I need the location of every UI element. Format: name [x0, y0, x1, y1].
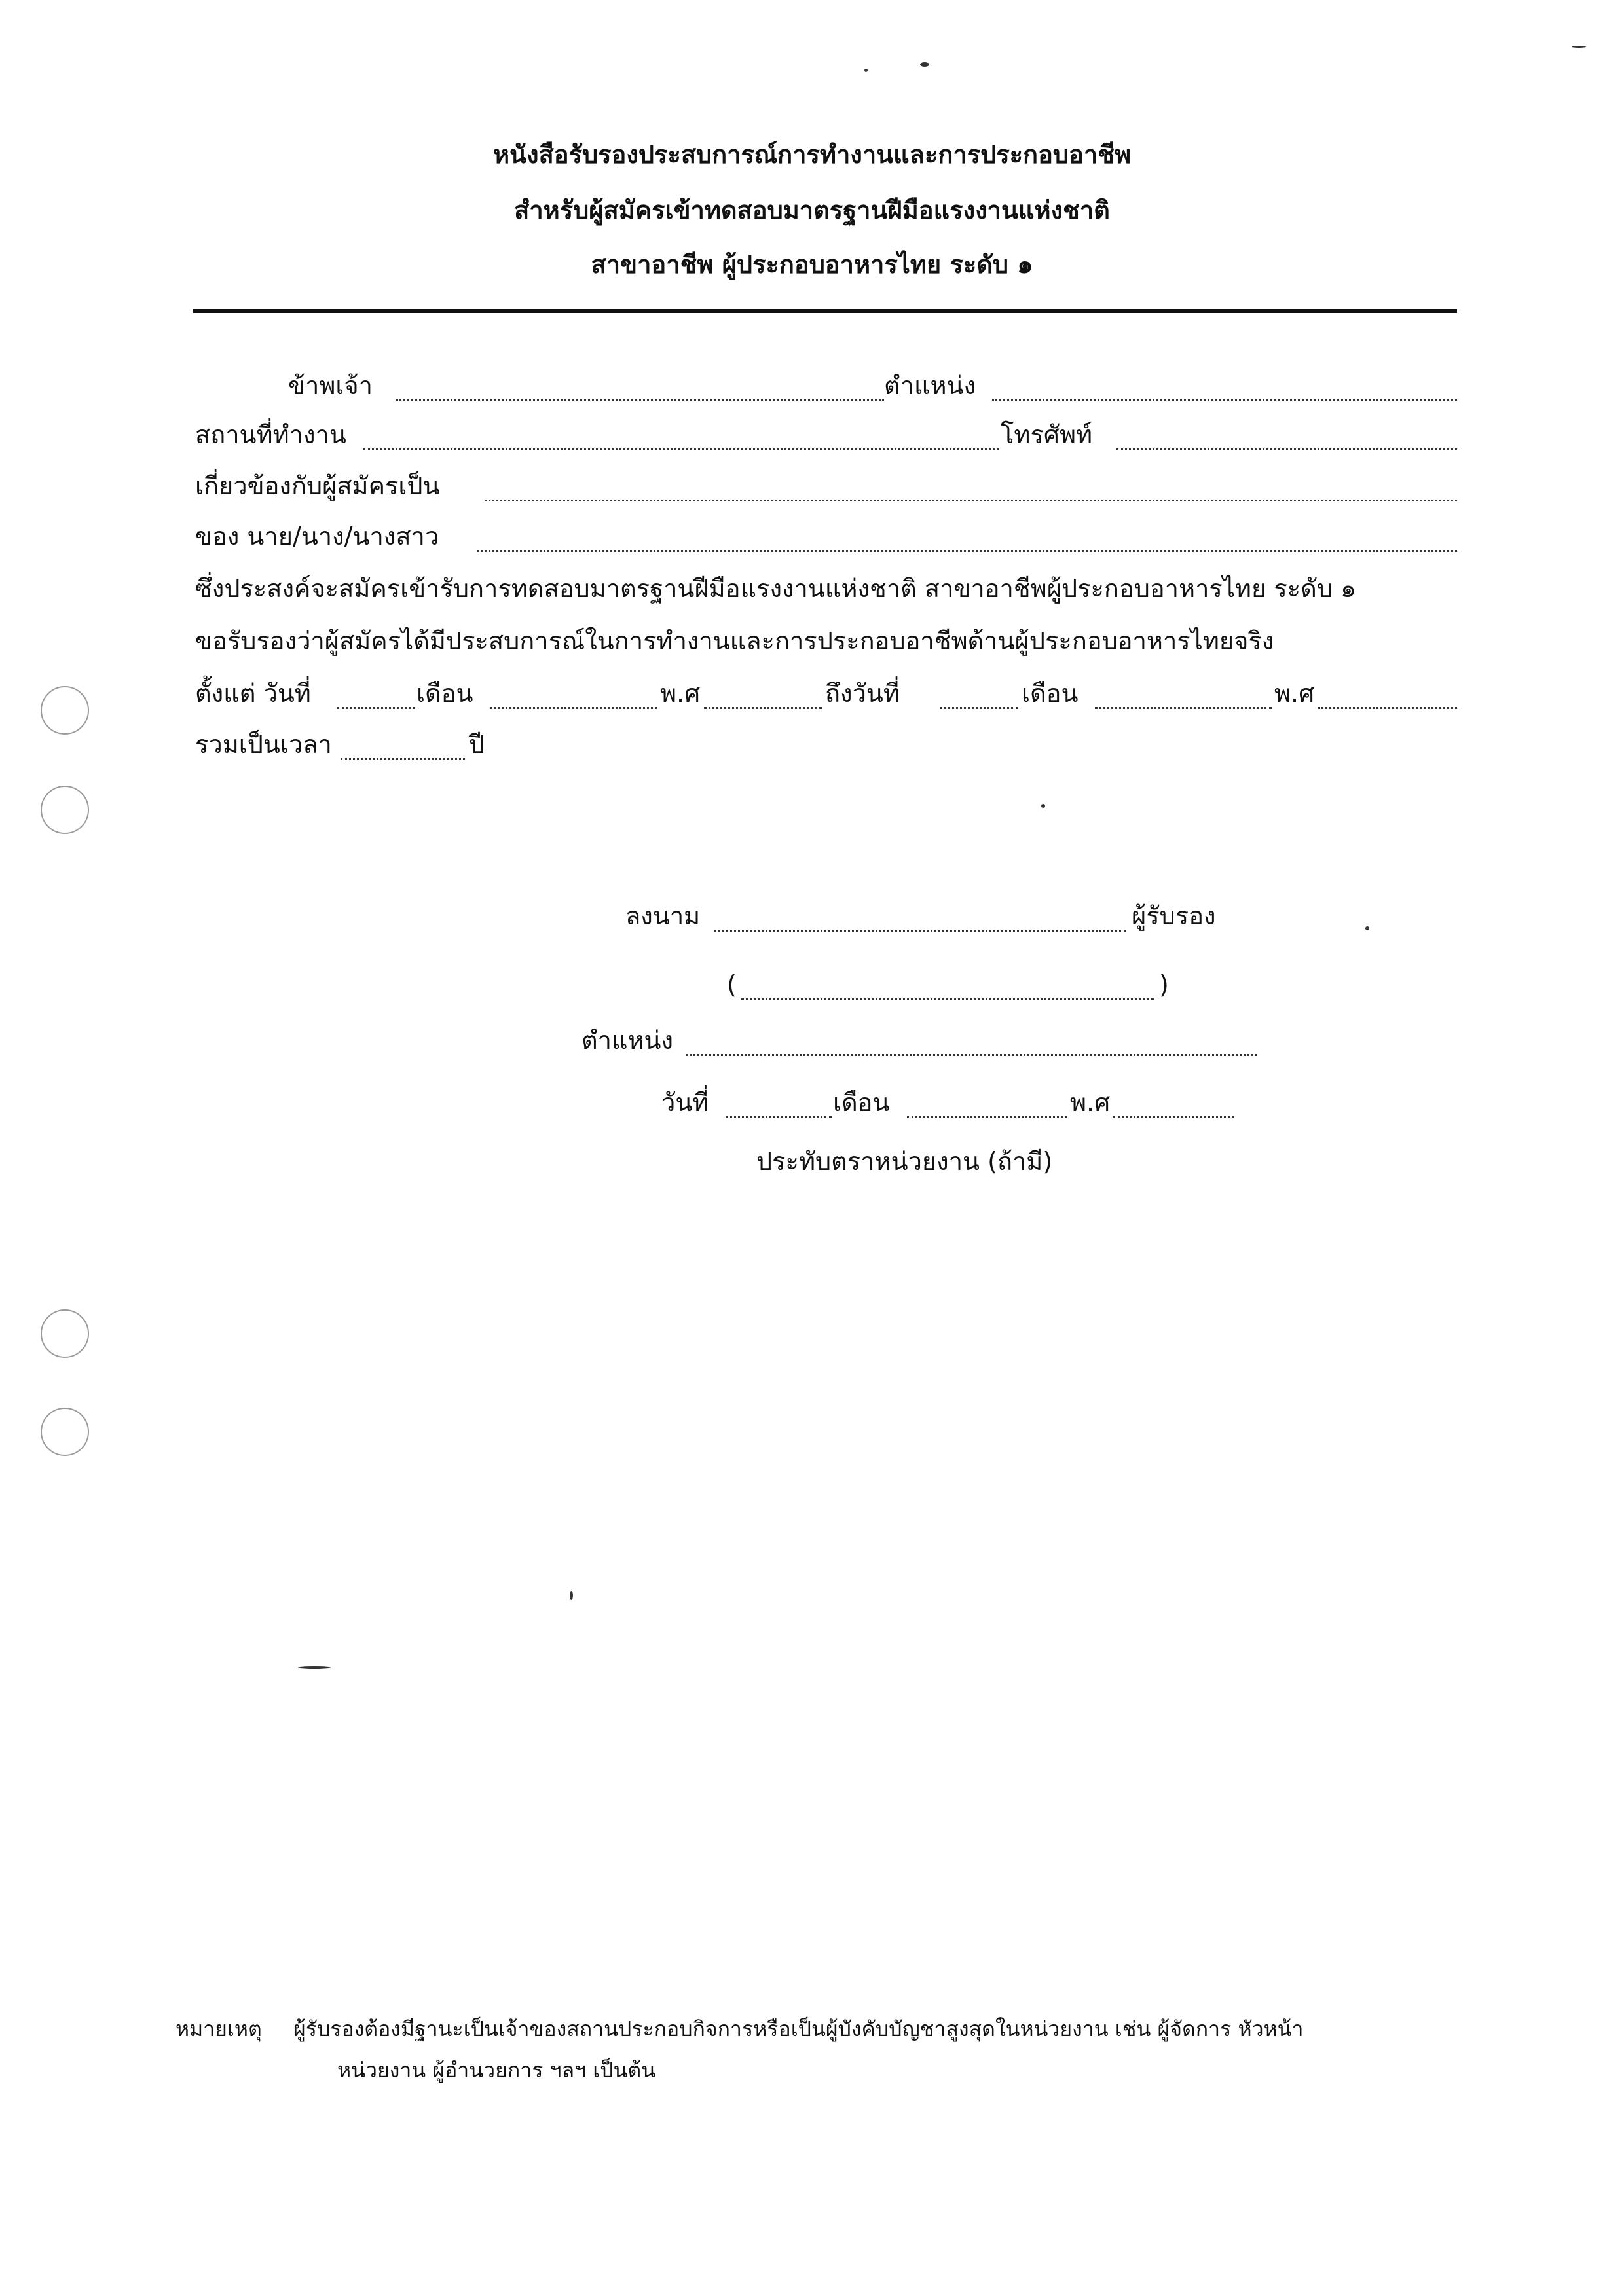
scan-speck — [1572, 46, 1586, 48]
position-field[interactable] — [992, 399, 1457, 401]
workplace-label: สถานที่ทำงาน — [195, 420, 346, 449]
purpose-text: ซึ่งประสงค์จะสมัครเข้ารับการทดสอบมาตรฐานฝีมือแรงงานแห่งชาติ สาขาอาชีพผู้ประกอบอาหารไทย ระดับ ๑ — [195, 574, 1357, 603]
punch-hole — [41, 786, 89, 834]
workplace-field[interactable] — [363, 448, 999, 450]
sign-year-field[interactable] — [1113, 1116, 1234, 1118]
sign-year-label: พ.ศ — [1070, 1088, 1111, 1117]
to-year-label: พ.ศ — [1274, 679, 1315, 708]
title-divider — [193, 309, 1457, 313]
applicant-name-field[interactable] — [477, 550, 1457, 552]
to-day-field[interactable] — [940, 707, 1018, 709]
position-label: ตำแหน่ง — [884, 371, 976, 400]
signer-position-field[interactable] — [686, 1054, 1257, 1056]
phone-field[interactable] — [1116, 448, 1457, 450]
stamp-note: ประทับตราหน่วยงาน (ถ้ามี) — [756, 1147, 1053, 1176]
to-month-field[interactable] — [1095, 707, 1272, 709]
note-line1: ผู้รับรองต้องมีฐานะเป็นเจ้าของสถานประกอบกิจการหรือเป็นผู้บังคับบัญชาสูงสุดในหน่วยงาน เช่น ผู้จัดการ หัวหน้า — [293, 2016, 1304, 2041]
punch-hole — [41, 1309, 89, 1358]
printed-name-field[interactable] — [741, 998, 1154, 1000]
punch-hole — [41, 1408, 89, 1456]
from-year-label: พ.ศ — [660, 679, 701, 708]
applicant-name-label: ของ นาย/นาง/นางสาว — [195, 522, 439, 551]
total-years-field[interactable] — [341, 758, 465, 760]
scan-speck — [570, 1591, 573, 1600]
open-paren: ( — [727, 970, 737, 999]
from-day-field[interactable] — [337, 707, 415, 709]
note-label: หมายเหตุ — [175, 2016, 262, 2041]
from-month-label: เดือน — [416, 679, 473, 708]
document-title-line3: สาขาอาชีพ ผู้ประกอบอาหารไทย ระดับ ๑ — [591, 250, 1033, 279]
punch-hole — [41, 686, 89, 735]
document-title-line1: หนังสือรับรองประสบการณ์การทำงานและการประกอบอาชีพ — [492, 140, 1132, 169]
scan-speck — [1365, 926, 1369, 930]
total-duration-label: รวมเป็นเวลา — [195, 730, 332, 759]
sign-date-label: วันที่ — [661, 1088, 709, 1117]
signer-position-label: ตำแหน่ง — [581, 1026, 674, 1055]
scan-speck — [920, 62, 929, 67]
certify-text: ขอรับรองว่าผู้สมัครได้มีประสบการณ์ในการทำงานและการประกอบอาชีพด้านผู้ประกอบอาหารไทยจริง — [195, 627, 1274, 655]
sign-month-label: เดือน — [833, 1088, 890, 1117]
from-month-field[interactable] — [490, 707, 657, 709]
from-year-field[interactable] — [704, 707, 822, 709]
certifier-label: ผู้รับรอง — [1132, 902, 1216, 930]
scan-speck — [1041, 804, 1045, 808]
relationship-label: เกี่ยวข้องกับผู้สมัครเป็น — [195, 471, 440, 500]
scan-speck — [864, 69, 868, 72]
to-year-field[interactable] — [1318, 707, 1457, 709]
signature-field[interactable] — [714, 930, 1126, 932]
name-field[interactable] — [396, 399, 884, 401]
close-paren: ) — [1159, 970, 1169, 999]
to-month-label: เดือน — [1022, 679, 1079, 708]
signature-label: ลงนาม — [625, 902, 701, 930]
to-date-label: ถึงวันที่ — [825, 679, 900, 708]
years-unit: ปี — [469, 730, 485, 759]
relationship-field[interactable] — [485, 500, 1457, 501]
scan-speck — [298, 1666, 331, 1669]
sign-month-field[interactable] — [907, 1116, 1067, 1118]
sign-day-field[interactable] — [726, 1116, 832, 1118]
phone-label: โทรศัพท์ — [1001, 420, 1093, 449]
note-line2: หน่วยงาน ผู้อำนวยการ ฯลฯ เป็นต้น — [337, 2058, 656, 2083]
document-title-line2: สำหรับผู้สมัครเข้าทดสอบมาตรฐานฝีมือแรงงานแห่งชาติ — [514, 196, 1110, 225]
from-date-label: ตั้งแต่ วันที่ — [195, 679, 311, 708]
i-label: ข้าพเจ้า — [288, 371, 373, 400]
